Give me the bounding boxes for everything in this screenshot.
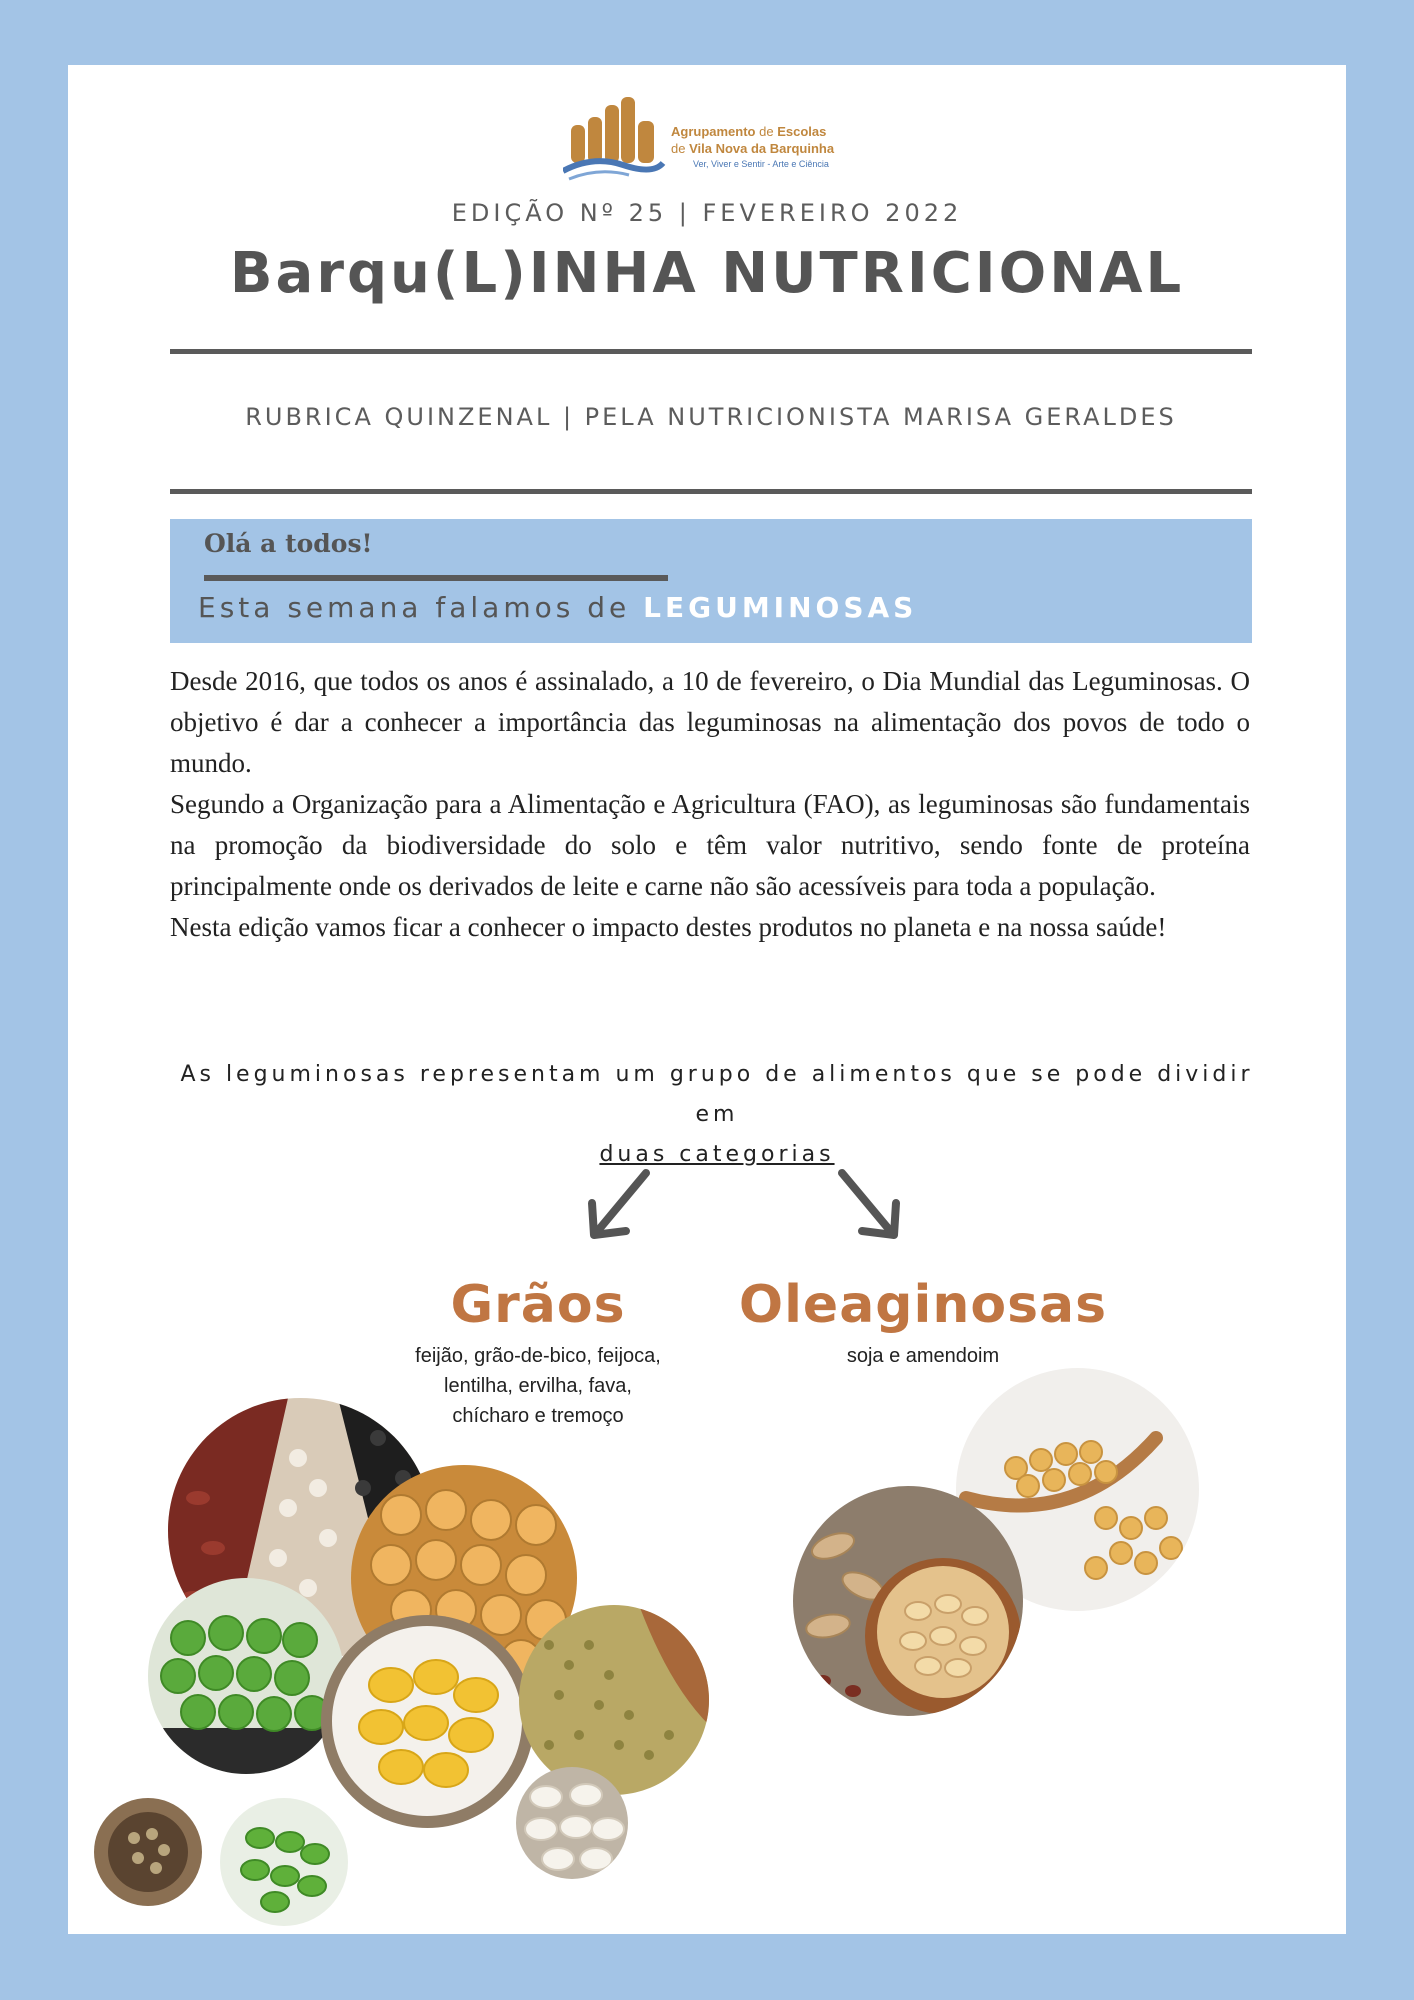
- school-name: [671, 123, 834, 171]
- arrow-down-right-icon: [830, 1165, 910, 1245]
- school-motto: Ver, Viver e Sentir - Arte e Ciência: [693, 159, 829, 169]
- paragraph: Desde 2016, que todos os anos é assinalado, a 10 de fevereiro, o Dia Mundial das Leguminosas. O objetivo é dar a conhecer a importância das leguminosas na alimentação dos povos de todo o mundo.: [170, 666, 1250, 778]
- categories-link: duas categorias: [599, 1142, 835, 1167]
- category-item-line: chícharo e tremoço: [452, 1405, 624, 1427]
- edition-label: EDIÇÃO Nº 25 | FEVEREIRO 2022: [451, 199, 963, 227]
- peanuts-image: [793, 1486, 1023, 1716]
- category-item-line: feijão, grão-de-bico, feijoca,: [415, 1345, 661, 1367]
- divider: [204, 575, 668, 581]
- divider: [170, 349, 1252, 354]
- lupin-seeds-image: [94, 1798, 202, 1906]
- peas-image: [148, 1578, 344, 1774]
- paragraph: Nesta edição vamos ficar a conhecer o impacto destes produtos no planeta e na nossa saúde!: [170, 912, 1167, 942]
- school-name-part: Escolas: [777, 124, 827, 139]
- week-topic-highlight: LEGUMINOSAS: [643, 591, 918, 624]
- page-title: Barqu(L)INHA NUTRICIONAL: [229, 241, 1185, 306]
- school-name-part: Agrupamento: [671, 124, 756, 139]
- category-items-graos: [388, 1341, 688, 1431]
- lentils-image: [519, 1605, 709, 1795]
- school-name-part: de: [759, 124, 774, 139]
- white-beans-image: [516, 1767, 628, 1879]
- divider: [170, 489, 1252, 494]
- category-item-line: lentilha, ervilha, fava,: [444, 1375, 632, 1397]
- school-logo-icon: [563, 85, 668, 185]
- week-topic: [198, 591, 917, 624]
- school-logo: [563, 85, 883, 185]
- fava-beans-image: [220, 1798, 348, 1926]
- article-body: [170, 661, 1250, 948]
- week-topic-prefix: Esta semana falamos de: [198, 591, 631, 624]
- school-name-part: Vila Nova da Barquinha: [689, 141, 835, 156]
- categories-intro: [170, 1055, 1264, 1175]
- categories-intro-text: As leguminosas representam um grupo de alimentos que se pode dividir em: [180, 1062, 1254, 1127]
- intro-banner: [170, 519, 1252, 643]
- category-items-oleaginosas: [768, 1341, 1078, 1371]
- arrow-down-left-icon: [578, 1165, 658, 1245]
- category-title-oleaginosas: Oleaginosas: [738, 1275, 1108, 1335]
- category-title-graos: Grãos: [450, 1275, 626, 1335]
- newsletter-page: [68, 65, 1346, 1934]
- greeting: Olá a todos!: [204, 529, 373, 558]
- rubrica-label: RUBRICA QUINZENAL | PELA NUTRICIONISTA MARISA GERALDES: [245, 403, 1177, 431]
- school-name-part: de: [671, 141, 686, 156]
- paragraph: Segundo a Organização para a Alimentação e Agricultura (FAO), as leguminosas são fundamentais na promoção da biodiversidade do solo e têm valor nutritivo, sendo fonte de proteína principalmente onde os derivados de leite e carne não são acessíveis para toda a população.: [170, 789, 1250, 901]
- chickling-peas-image: [321, 1615, 534, 1828]
- category-item-line: soja e amendoim: [846, 1345, 1000, 1367]
